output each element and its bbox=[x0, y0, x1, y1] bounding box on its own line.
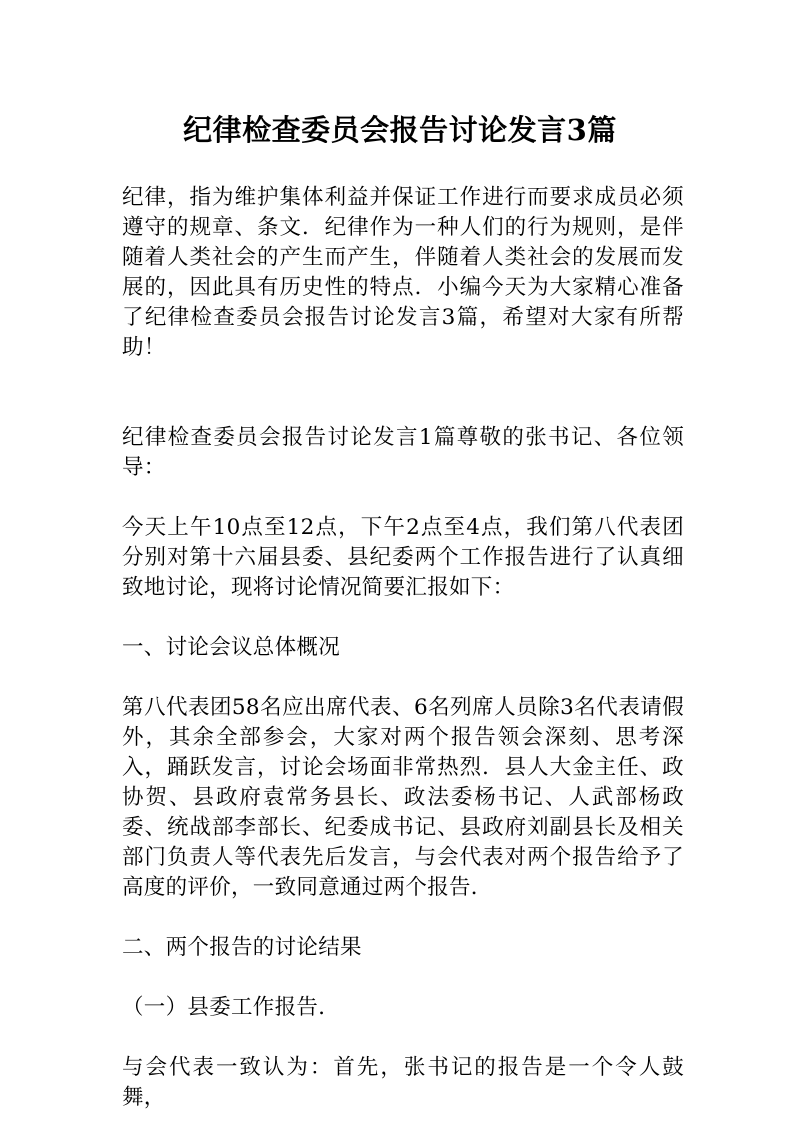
paragraph-opening: 今天上午10点至12点，下午2点至4点，我们第八代表团分别对第十六届县委、县纪委两个工作报告进行了认真细致地讨论，现将讨论情况简要汇报如下： bbox=[122, 515, 684, 600]
section-heading-results: 二、两个报告的讨论结果 bbox=[122, 935, 362, 960]
paragraph-spacer bbox=[122, 963, 684, 993]
paragraph-intro: 纪律，指为维护集体利益并保证工作进行而要求成员必须遵守的规章、条文．纪律作为一种人们的行为规则，是伴随着人类社会的产生而产生，伴随着人类社会的发展而发展的，因此具有历史性的特点．小编今天为大家精心准备了纪律检查委员会报告讨论发言3篇，希望对大家有所帮助！ bbox=[122, 185, 684, 360]
paragraph-spacer bbox=[122, 1023, 684, 1053]
paragraph-spacer bbox=[122, 483, 684, 513]
paragraph-salutation: 纪律检查委员会报告讨论发言1篇尊敬的张书记、各位领导： bbox=[122, 425, 684, 480]
section-heading-overview: 一、讨论会议总体概况 bbox=[122, 635, 341, 660]
paragraph-spacer bbox=[122, 903, 684, 933]
paragraph-spacer bbox=[122, 603, 684, 633]
paragraph-consensus: 与会代表一致认为：首先，张书记的报告是一个令人鼓舞， bbox=[122, 1055, 684, 1110]
subsection-heading-county-report: （一）县委工作报告． bbox=[122, 995, 341, 1020]
document-title: 纪律检查委员会报告讨论发言3篇 bbox=[183, 113, 617, 147]
paragraph-overview: 第八代表团58名应出席代表、6名列席人员除3名代表请假外，其余全部参会，大家对两个报告领会深刻、思考深入，踊跃发言，讨论会场面非常热烈．县人大金主任、政协贺、县政府袁常务县长、政法委杨书记、人武部杨政委、统战部李部长、纪委成书记、县政府刘副县长及相关部门负责人等代表先后发言，与会代表对两个报告给予了高度的评价，一致同意通过两个报告． bbox=[122, 695, 684, 900]
paragraph-spacer bbox=[122, 363, 684, 423]
paragraph-spacer bbox=[122, 663, 684, 693]
document-body bbox=[122, 183, 684, 1113]
